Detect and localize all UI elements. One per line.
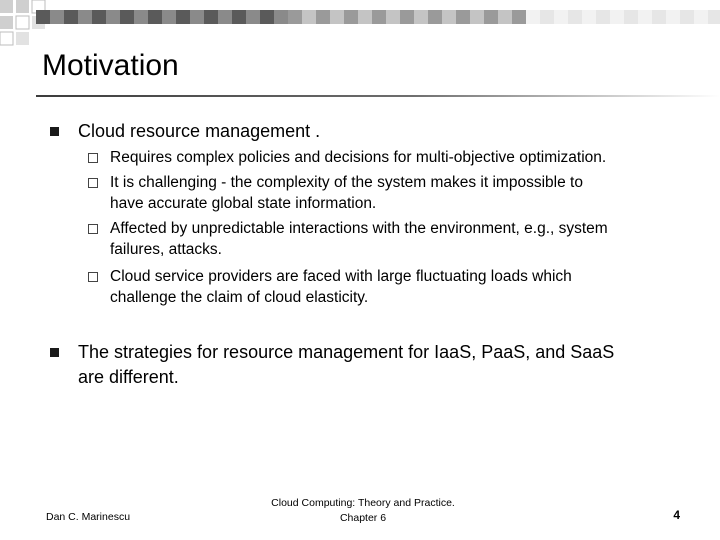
sub-bullet-1-line-1: Requires complex policies and decisions for multi-objective optimization. <box>110 149 607 166</box>
bullet-square-marker <box>50 127 59 136</box>
sub-bullet-4-line-2: challenge the claim of cloud elasticity. <box>110 289 369 306</box>
band-cell <box>624 10 638 24</box>
sub-bullet-3-line-2: failures, attacks. <box>110 241 222 258</box>
sub-bullet-checkbox-marker <box>88 272 98 282</box>
band-cell <box>64 10 78 24</box>
band-cell <box>456 10 470 24</box>
footer-source-line-1: Cloud Computing: Theory and Practice. <box>271 497 455 509</box>
page-number: 4 <box>673 508 680 522</box>
band-cell <box>442 10 456 24</box>
footer-source-line-2: Chapter 6 <box>339 512 387 524</box>
band-cell <box>288 10 302 24</box>
band-cell <box>386 10 400 24</box>
bullet-2-line-1: The strategies for resource management for IaaS, PaaS, and SaaS <box>78 342 615 362</box>
bullet-square-marker <box>50 348 59 357</box>
band-cell <box>92 10 106 24</box>
band-cell <box>498 10 512 24</box>
band-cell <box>218 10 232 24</box>
band-cell <box>36 10 50 24</box>
corner-square <box>16 0 29 13</box>
band-cell <box>372 10 386 24</box>
band-cell <box>232 10 246 24</box>
corner-square <box>0 16 13 29</box>
band-cell <box>316 10 330 24</box>
bullet-1-text: Cloud resource management . <box>78 121 321 141</box>
band-cell <box>680 10 694 24</box>
sub-bullet-checkbox-marker <box>88 224 98 234</box>
band-cell <box>120 10 134 24</box>
band-cell <box>554 10 568 24</box>
sub-bullet-2-line-1: It is challenging - the complexity of the system makes it impossible to <box>110 174 583 191</box>
corner-squares-decoration <box>0 0 60 50</box>
band-cell <box>540 10 554 24</box>
band-cell <box>358 10 372 24</box>
band-cell <box>638 10 652 24</box>
sub-bullet-2-line-2: have accurate global state information. <box>110 195 377 212</box>
band-cell <box>204 10 218 24</box>
sub-bullet-3-line-1: Affected by unpredictable interactions with the environment, e.g., system <box>110 220 608 237</box>
sub-bullet-checkbox-marker <box>88 153 98 163</box>
footer-source <box>238 496 488 526</box>
bullet-2-line-2: are different. <box>78 367 179 387</box>
sub-bullet-4-line-1: Cloud service providers are faced with large fluctuating loads which <box>110 268 572 285</box>
band-cell <box>106 10 120 24</box>
band-cell <box>610 10 624 24</box>
corner-square <box>0 32 13 45</box>
band-cell <box>708 10 720 24</box>
corner-square <box>0 0 13 13</box>
band-cell <box>428 10 442 24</box>
band-cell <box>302 10 316 24</box>
band-cell <box>414 10 428 24</box>
band-cell <box>470 10 484 24</box>
band-cell <box>148 10 162 24</box>
title-underline <box>36 95 720 97</box>
footer-author: Dan C. Marinescu <box>46 511 131 523</box>
band-cell <box>246 10 260 24</box>
band-cell <box>260 10 274 24</box>
band-cell <box>568 10 582 24</box>
band-cell <box>78 10 92 24</box>
band-cell <box>274 10 288 24</box>
band-cell <box>666 10 680 24</box>
top-checkered-band <box>36 10 720 24</box>
band-cell <box>190 10 204 24</box>
band-cell <box>330 10 344 24</box>
corner-square <box>16 16 29 29</box>
band-cell <box>344 10 358 24</box>
band-cell <box>134 10 148 24</box>
band-cell <box>400 10 414 24</box>
band-cell <box>582 10 596 24</box>
band-cell <box>596 10 610 24</box>
band-cell <box>694 10 708 24</box>
band-cell <box>50 10 64 24</box>
corner-square <box>16 32 29 45</box>
band-cell <box>652 10 666 24</box>
band-cell <box>162 10 176 24</box>
slide-title: Motivation <box>42 49 179 82</box>
band-cell <box>484 10 498 24</box>
band-cell <box>526 10 540 24</box>
band-cell <box>512 10 526 24</box>
band-cell <box>176 10 190 24</box>
sub-bullet-checkbox-marker <box>88 178 98 188</box>
